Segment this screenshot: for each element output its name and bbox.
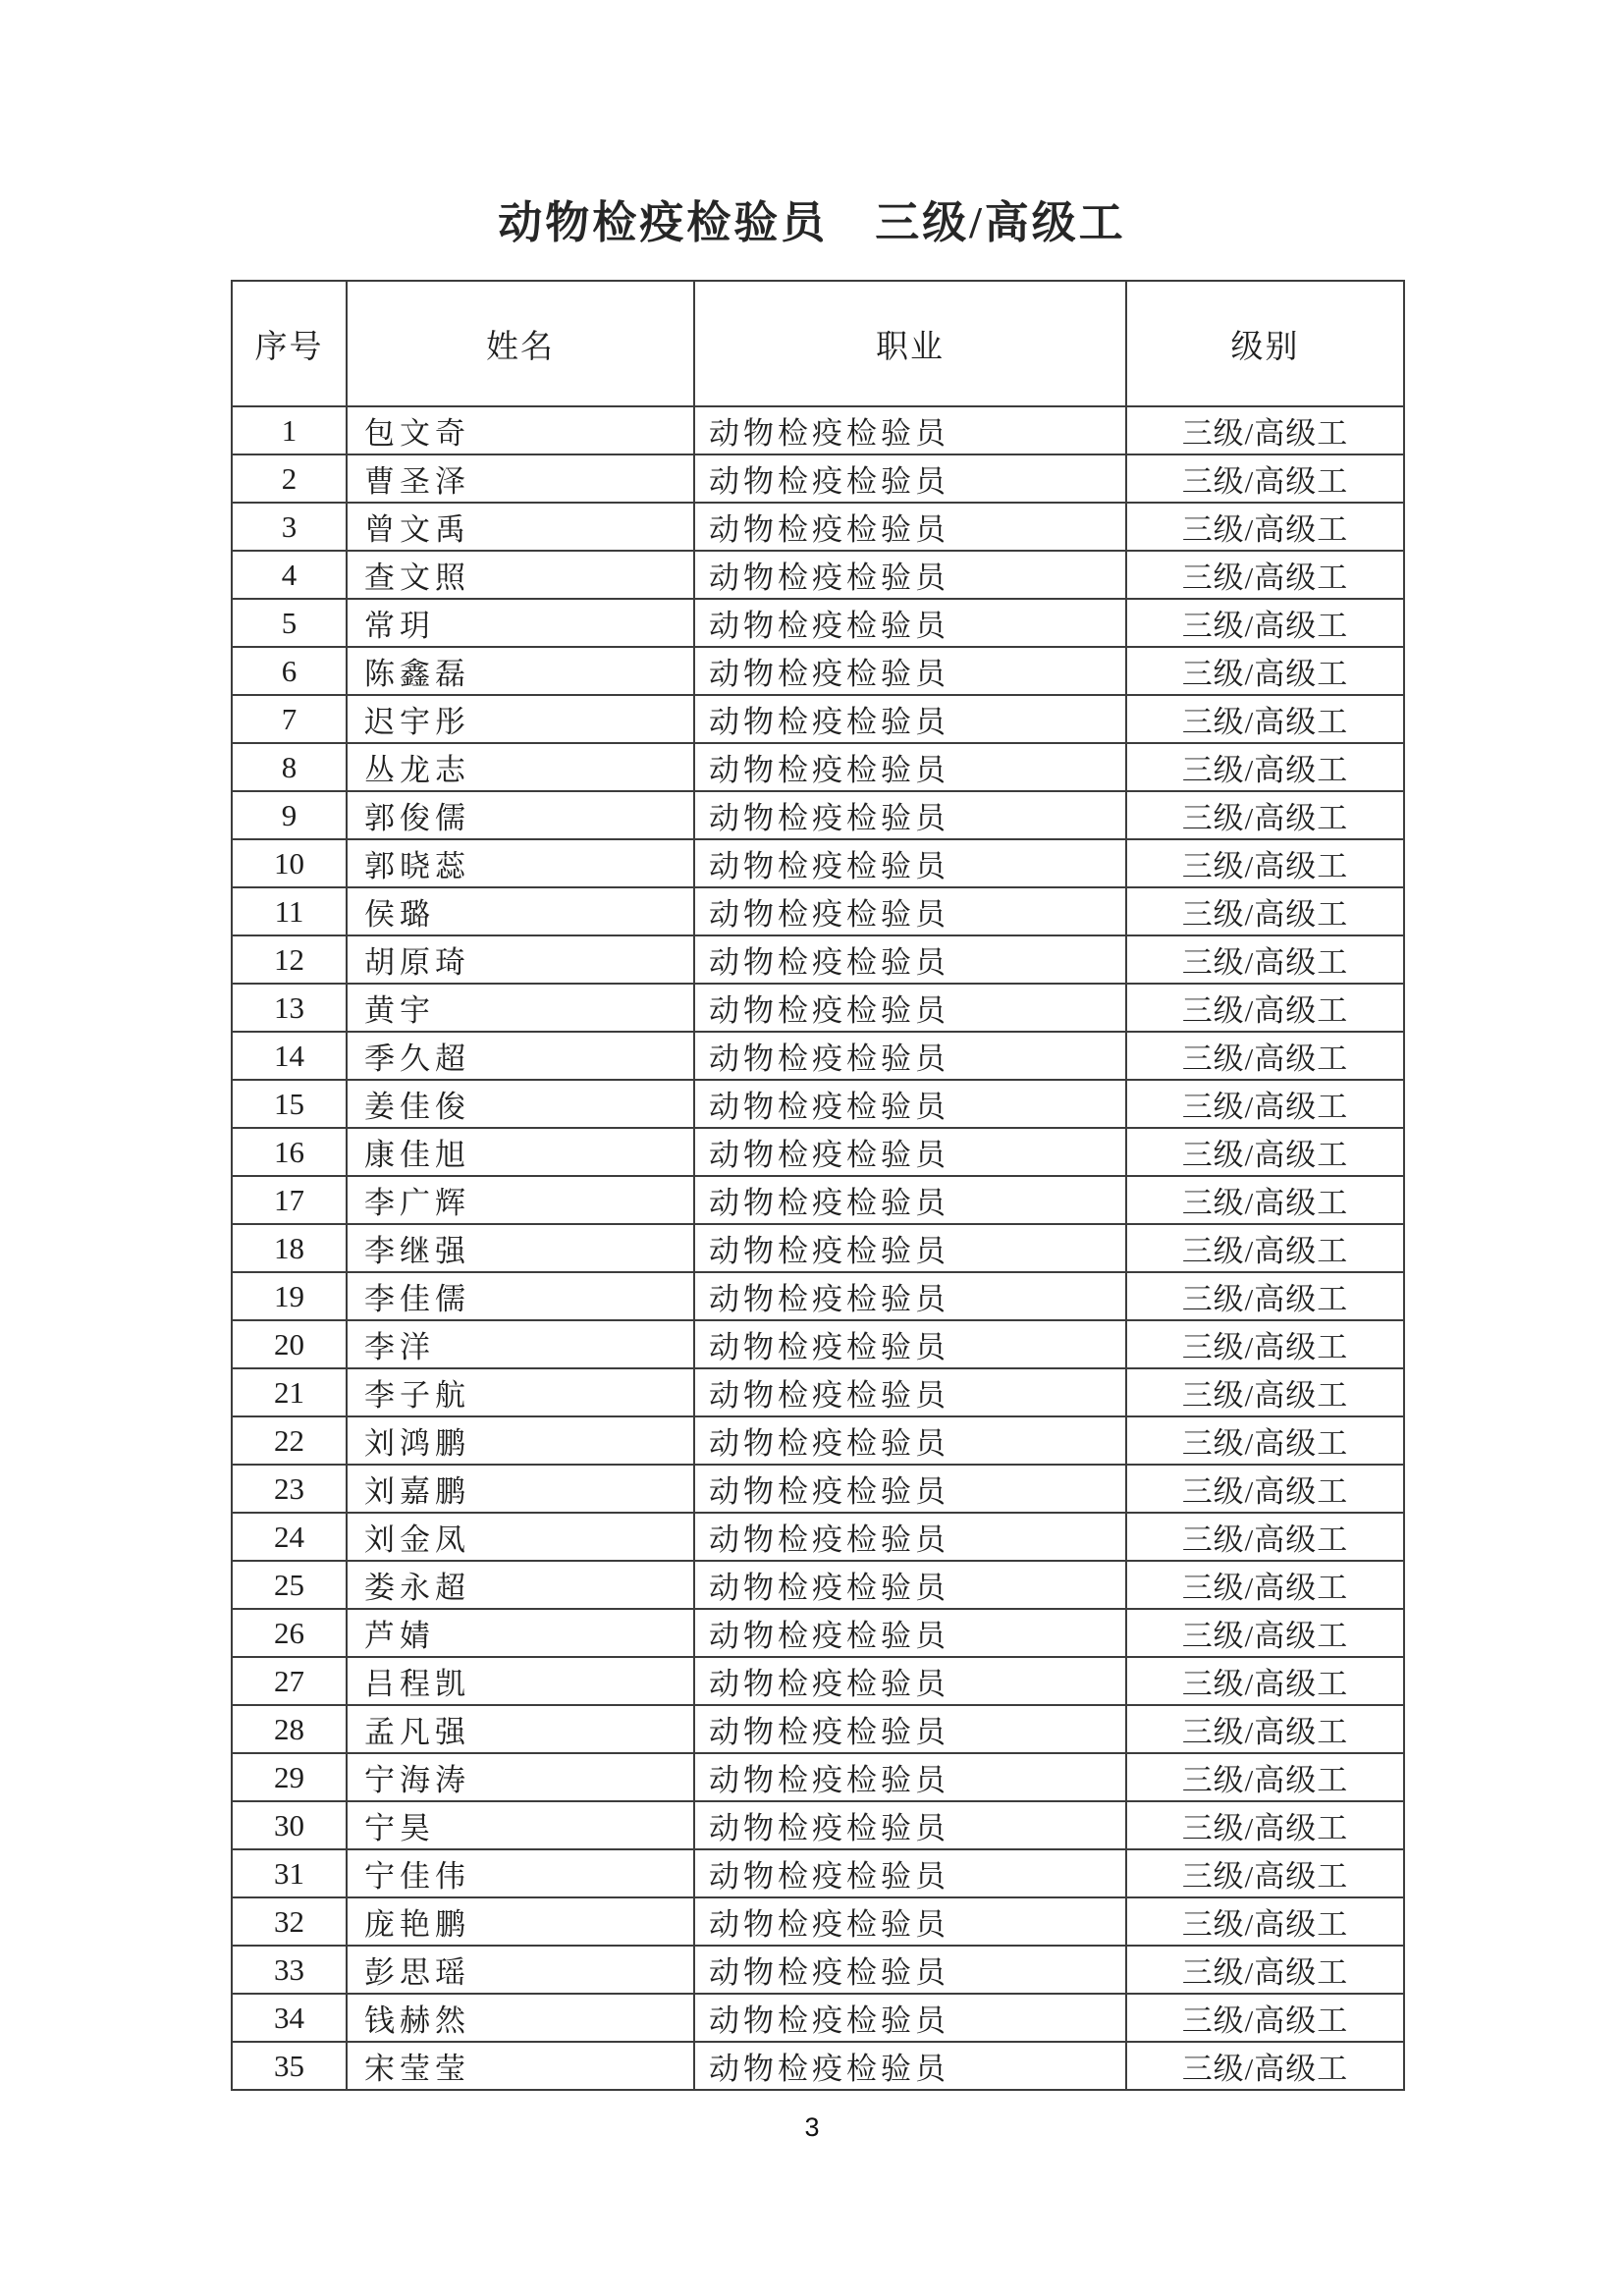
page-title: 动物检疫检验员 三级/高级工	[498, 198, 1126, 247]
row-number-cell: 2	[232, 454, 347, 503]
row-number-cell: 12	[232, 935, 347, 984]
name-cell: 郭俊儒	[347, 791, 694, 839]
name-cell: 宁昊	[347, 1801, 694, 1849]
level-cell: 三级/高级工	[1126, 1368, 1404, 1416]
name-cell: 陈鑫磊	[347, 647, 694, 695]
level-cell: 三级/高级工	[1126, 1320, 1404, 1368]
row-number-cell: 23	[232, 1465, 347, 1513]
occupation-cell: 动物检疫检验员	[694, 1561, 1126, 1609]
occupation-cell: 动物检疫检验员	[694, 1032, 1126, 1080]
row-number-cell: 20	[232, 1320, 347, 1368]
table-row	[232, 1561, 1404, 1609]
table-header-row	[232, 281, 1404, 406]
occupation-cell: 动物检疫检验员	[694, 551, 1126, 599]
table-row	[232, 454, 1404, 503]
table-row	[232, 1272, 1404, 1320]
level-cell: 三级/高级工	[1126, 503, 1404, 551]
row-number-cell: 16	[232, 1128, 347, 1176]
row-number-cell: 22	[232, 1416, 347, 1465]
name-cell: 曾文禹	[347, 503, 694, 551]
name-cell: 钱赫然	[347, 1994, 694, 2042]
level-cell: 三级/高级工	[1126, 1176, 1404, 1224]
level-cell: 三级/高级工	[1126, 1272, 1404, 1320]
level-cell: 三级/高级工	[1126, 984, 1404, 1032]
level-cell: 三级/高级工	[1126, 1416, 1404, 1465]
table-row	[232, 791, 1404, 839]
table-row	[232, 1080, 1404, 1128]
level-cell: 三级/高级工	[1126, 695, 1404, 743]
level-cell: 三级/高级工	[1126, 551, 1404, 599]
level-cell: 三级/高级工	[1126, 1657, 1404, 1705]
name-cell: 查文照	[347, 551, 694, 599]
table-row	[232, 1801, 1404, 1849]
occupation-cell: 动物检疫检验员	[694, 1416, 1126, 1465]
row-number-cell: 31	[232, 1849, 347, 1897]
table-row	[232, 1897, 1404, 1946]
name-cell: 康佳旭	[347, 1128, 694, 1176]
level-cell: 三级/高级工	[1126, 1946, 1404, 1994]
occupation-cell: 动物检疫检验员	[694, 406, 1126, 454]
table-row	[232, 1224, 1404, 1272]
name-cell: 李广辉	[347, 1176, 694, 1224]
level-cell: 三级/高级工	[1126, 647, 1404, 695]
row-number-cell: 34	[232, 1994, 347, 2042]
table-row	[232, 1657, 1404, 1705]
row-number-cell: 8	[232, 743, 347, 791]
row-number-cell: 17	[232, 1176, 347, 1224]
table-row	[232, 1368, 1404, 1416]
occupation-cell: 动物检疫检验员	[694, 984, 1126, 1032]
column-header-name: 姓名	[347, 281, 694, 406]
name-cell: 李子航	[347, 1368, 694, 1416]
row-number-cell: 27	[232, 1657, 347, 1705]
name-cell: 彭思瑶	[347, 1946, 694, 1994]
name-cell: 宋莹莹	[347, 2042, 694, 2090]
occupation-cell: 动物检疫检验员	[694, 1705, 1126, 1753]
level-cell: 三级/高级工	[1126, 1849, 1404, 1897]
row-number-cell: 19	[232, 1272, 347, 1320]
table-row	[232, 1994, 1404, 2042]
name-cell: 芦婧	[347, 1609, 694, 1657]
occupation-cell: 动物检疫检验员	[694, 1224, 1126, 1272]
level-cell: 三级/高级工	[1126, 406, 1404, 454]
table-row	[232, 1128, 1404, 1176]
table-row	[232, 743, 1404, 791]
occupation-cell: 动物检疫检验员	[694, 743, 1126, 791]
name-cell: 包文奇	[347, 406, 694, 454]
occupation-cell: 动物检疫检验员	[694, 1801, 1126, 1849]
occupation-cell: 动物检疫检验员	[694, 1465, 1126, 1513]
level-cell: 三级/高级工	[1126, 2042, 1404, 2090]
level-cell: 三级/高级工	[1126, 1994, 1404, 2042]
name-cell: 郭晓蕊	[347, 839, 694, 887]
row-number-cell: 28	[232, 1705, 347, 1753]
occupation-cell: 动物检疫检验员	[694, 503, 1126, 551]
table-row	[232, 1513, 1404, 1561]
occupation-cell: 动物检疫检验员	[694, 1368, 1126, 1416]
name-cell: 姜佳俊	[347, 1080, 694, 1128]
name-cell: 吕程凯	[347, 1657, 694, 1705]
table-row	[232, 1032, 1404, 1080]
row-number-cell: 24	[232, 1513, 347, 1561]
table-row	[232, 695, 1404, 743]
name-cell: 侯璐	[347, 887, 694, 935]
table-row	[232, 1705, 1404, 1753]
occupation-cell: 动物检疫检验员	[694, 1753, 1126, 1801]
name-cell: 宁佳伟	[347, 1849, 694, 1897]
name-cell: 孟凡强	[347, 1705, 694, 1753]
row-number-cell: 35	[232, 2042, 347, 2090]
row-number-cell: 14	[232, 1032, 347, 1080]
row-number-cell: 29	[232, 1753, 347, 1801]
level-cell: 三级/高级工	[1126, 887, 1404, 935]
row-number-cell: 5	[232, 599, 347, 647]
row-number-cell: 1	[232, 406, 347, 454]
table-row	[232, 1176, 1404, 1224]
occupation-cell: 动物检疫检验员	[694, 1994, 1126, 2042]
table-row	[232, 406, 1404, 454]
row-number-cell: 7	[232, 695, 347, 743]
column-header-occupation: 职业	[694, 281, 1126, 406]
name-cell: 庞艳鹏	[347, 1897, 694, 1946]
level-cell: 三级/高级工	[1126, 1897, 1404, 1946]
table-row	[232, 1465, 1404, 1513]
table-row	[232, 599, 1404, 647]
row-number-cell: 3	[232, 503, 347, 551]
name-cell: 娄永超	[347, 1561, 694, 1609]
occupation-cell: 动物检疫检验员	[694, 791, 1126, 839]
level-cell: 三级/高级工	[1126, 1561, 1404, 1609]
row-number-cell: 32	[232, 1897, 347, 1946]
occupation-cell: 动物检疫检验员	[694, 1080, 1126, 1128]
table-row	[232, 647, 1404, 695]
roster-table	[231, 280, 1405, 2091]
occupation-cell: 动物检疫检验员	[694, 839, 1126, 887]
row-number-cell: 6	[232, 647, 347, 695]
row-number-cell: 11	[232, 887, 347, 935]
level-cell: 三级/高级工	[1126, 1224, 1404, 1272]
table-row	[232, 1753, 1404, 1801]
row-number-cell: 9	[232, 791, 347, 839]
name-cell: 李佳儒	[347, 1272, 694, 1320]
row-number-cell: 15	[232, 1080, 347, 1128]
table-row	[232, 1946, 1404, 1994]
occupation-cell: 动物检疫检验员	[694, 935, 1126, 984]
level-cell: 三级/高级工	[1126, 454, 1404, 503]
occupation-cell: 动物检疫检验员	[694, 1320, 1126, 1368]
occupation-cell: 动物检疫检验员	[694, 1513, 1126, 1561]
table-row	[232, 984, 1404, 1032]
level-cell: 三级/高级工	[1126, 1705, 1404, 1753]
page-number: 3	[804, 2112, 820, 2142]
level-cell: 三级/高级工	[1126, 791, 1404, 839]
table-row	[232, 1320, 1404, 1368]
level-cell: 三级/高级工	[1126, 1513, 1404, 1561]
table-row	[232, 1849, 1404, 1897]
name-cell: 刘嘉鹏	[347, 1465, 694, 1513]
occupation-cell: 动物检疫检验员	[694, 1657, 1126, 1705]
row-number-cell: 25	[232, 1561, 347, 1609]
name-cell: 刘鸿鹏	[347, 1416, 694, 1465]
name-cell: 迟宇彤	[347, 695, 694, 743]
level-cell: 三级/高级工	[1126, 599, 1404, 647]
name-cell: 刘金凤	[347, 1513, 694, 1561]
level-cell: 三级/高级工	[1126, 935, 1404, 984]
table-row	[232, 935, 1404, 984]
row-number-cell: 18	[232, 1224, 347, 1272]
table-row	[232, 1416, 1404, 1465]
occupation-cell: 动物检疫检验员	[694, 887, 1126, 935]
table-row	[232, 503, 1404, 551]
level-cell: 三级/高级工	[1126, 1801, 1404, 1849]
level-cell: 三级/高级工	[1126, 839, 1404, 887]
row-number-cell: 21	[232, 1368, 347, 1416]
name-cell: 宁海涛	[347, 1753, 694, 1801]
name-cell: 曹圣泽	[347, 454, 694, 503]
level-cell: 三级/高级工	[1126, 1465, 1404, 1513]
level-cell: 三级/高级工	[1126, 1128, 1404, 1176]
name-cell: 丛龙志	[347, 743, 694, 791]
occupation-cell: 动物检疫检验员	[694, 1272, 1126, 1320]
table-row	[232, 887, 1404, 935]
occupation-cell: 动物检疫检验员	[694, 1128, 1126, 1176]
name-cell: 黄宇	[347, 984, 694, 1032]
occupation-cell: 动物检疫检验员	[694, 1946, 1126, 1994]
row-number-cell: 30	[232, 1801, 347, 1849]
row-number-cell: 13	[232, 984, 347, 1032]
row-number-cell: 10	[232, 839, 347, 887]
row-number-cell: 4	[232, 551, 347, 599]
column-header-level: 级别	[1126, 281, 1404, 406]
row-number-cell: 26	[232, 1609, 347, 1657]
level-cell: 三级/高级工	[1126, 1609, 1404, 1657]
occupation-cell: 动物检疫检验员	[694, 1849, 1126, 1897]
occupation-cell: 动物检疫检验员	[694, 1176, 1126, 1224]
name-cell: 李洋	[347, 1320, 694, 1368]
name-cell: 季久超	[347, 1032, 694, 1080]
occupation-cell: 动物检疫检验员	[694, 1609, 1126, 1657]
column-header-no: 序号	[232, 281, 347, 406]
row-number-cell: 33	[232, 1946, 347, 1994]
occupation-cell: 动物检疫检验员	[694, 695, 1126, 743]
level-cell: 三级/高级工	[1126, 743, 1404, 791]
table-body	[232, 406, 1404, 2090]
table-row	[232, 839, 1404, 887]
occupation-cell: 动物检疫检验员	[694, 2042, 1126, 2090]
occupation-cell: 动物检疫检验员	[694, 647, 1126, 695]
occupation-cell: 动物检疫检验员	[694, 454, 1126, 503]
table-row	[232, 551, 1404, 599]
name-cell: 常玥	[347, 599, 694, 647]
level-cell: 三级/高级工	[1126, 1753, 1404, 1801]
occupation-cell: 动物检疫检验员	[694, 1897, 1126, 1946]
occupation-cell: 动物检疫检验员	[694, 599, 1126, 647]
level-cell: 三级/高级工	[1126, 1032, 1404, 1080]
name-cell: 李继强	[347, 1224, 694, 1272]
name-cell: 胡原琦	[347, 935, 694, 984]
table-row	[232, 1609, 1404, 1657]
table-row	[232, 2042, 1404, 2090]
roster-table-container	[231, 280, 1405, 2091]
level-cell: 三级/高级工	[1126, 1080, 1404, 1128]
